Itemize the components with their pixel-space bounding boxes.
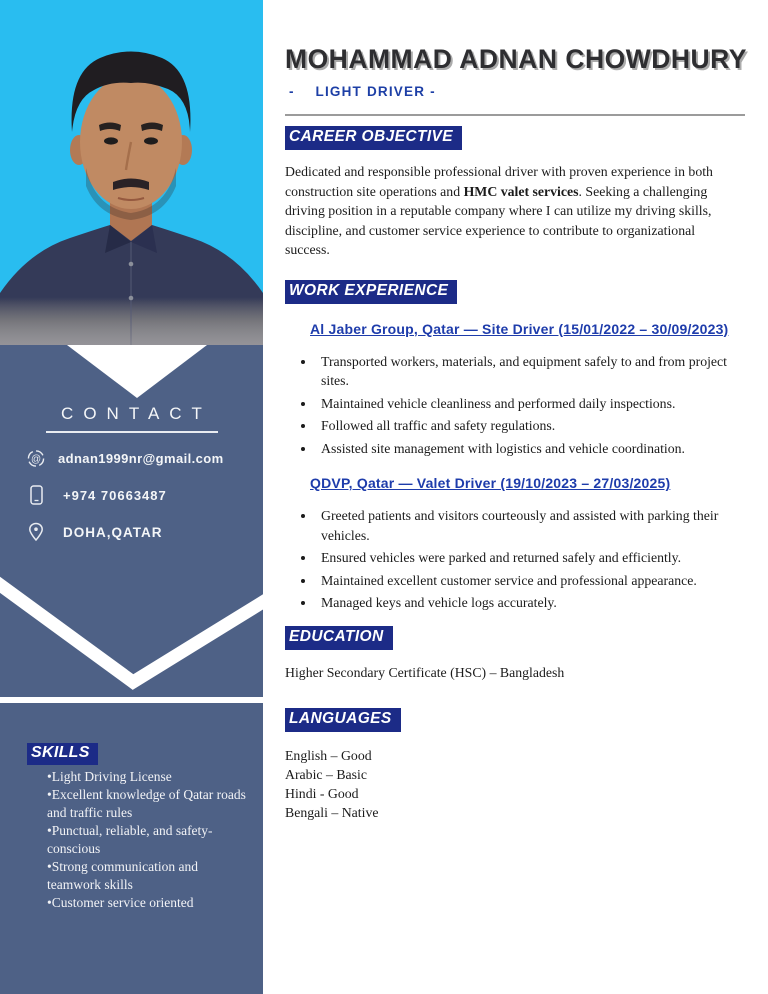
skills-list xyxy=(47,768,251,912)
language-item: Arabic – Basic xyxy=(285,766,367,782)
section-languages xyxy=(285,708,748,822)
education-text: Higher Secondary Certificate (HSC) – Bangladesh xyxy=(285,664,565,680)
contact-row-location xyxy=(27,522,263,542)
bullet-item: • Assisted site management with logistics and vehicle coordination. xyxy=(316,439,746,459)
email-icon xyxy=(27,448,45,468)
bullet-item: • Managed keys and vehicle logs accurately. xyxy=(316,593,746,613)
phone-icon xyxy=(27,485,45,505)
languages-list xyxy=(285,746,748,822)
job-1-title: Al Jaber Group, Qatar — Site Driver (15/01/2022 – 30/09/2023) xyxy=(310,320,729,337)
skill-item: • Excellent knowledge of Qatar roads and traffic rules xyxy=(47,786,251,822)
contact-phone[interactable]: +974 70663487 xyxy=(63,487,167,503)
job-title-row xyxy=(285,84,748,99)
career-objective-heading: CAREER OBJECTIVE xyxy=(285,126,462,150)
contact-location: DOHA,QATAR xyxy=(63,524,163,540)
objective-text-part: Dedicated and responsible professional driver with proven experience in both construction site operations and xyxy=(285,164,713,199)
chevron-stripe xyxy=(0,579,263,682)
contact-row-email xyxy=(27,448,263,468)
education-heading: EDUCATION xyxy=(285,626,393,650)
bullet-item: • Maintained vehicle cleanliness and performed daily inspections. xyxy=(316,394,746,414)
section-work-experience xyxy=(285,280,748,613)
contact-underline xyxy=(46,431,218,433)
career-objective-text xyxy=(285,162,743,260)
objective-text-part: . Seeking a challenging driving position in a reputable company where I can utilize my driving skills, discipline, and customer service experience to contribute to organizational success. xyxy=(285,183,712,257)
section-education xyxy=(285,626,748,681)
skills-heading: SKILLS xyxy=(27,743,98,765)
section-career-objective xyxy=(285,126,748,260)
bullet-item: • Transported workers, materials, and equipment safely to and from project sites. xyxy=(316,352,746,391)
title-dash: - xyxy=(289,84,294,99)
svg-text:@: @ xyxy=(30,453,42,465)
language-item: Bengali – Native xyxy=(285,804,379,820)
language-item: Hindi - Good xyxy=(285,785,359,801)
skills-panel xyxy=(0,703,263,994)
skill-item: • Punctual, reliable, and safety-conscious xyxy=(47,822,251,858)
candidate-name: MOHAMMAD ADNAN CHOWDHURY xyxy=(285,44,747,74)
skill-item: • Light Driving License xyxy=(47,768,251,786)
job-2-bullets xyxy=(285,506,746,613)
candidate-role: LIGHT DRIVER - xyxy=(315,84,436,99)
contact-panel xyxy=(0,345,263,697)
skill-item: • Customer service oriented xyxy=(47,894,251,912)
portrait-illustration xyxy=(0,0,263,345)
job-1-bullets xyxy=(285,352,746,459)
profile-photo xyxy=(0,0,263,345)
contact-list xyxy=(27,448,263,542)
sidebar xyxy=(0,0,263,994)
main-content xyxy=(285,0,748,822)
bullet-item: • Ensured vehicles were parked and returned safely and efficiently. xyxy=(316,548,746,568)
bullet-item: • Followed all traffic and safety regulations. xyxy=(316,416,746,436)
location-icon xyxy=(27,522,45,542)
header-divider xyxy=(285,114,745,116)
job-2-title: QDVP, Qatar — Valet Driver (19/10/2023 – 27/03/2025) xyxy=(310,475,671,491)
bullet-item: • Maintained excellent customer service and professional appearance. xyxy=(316,571,746,591)
language-item: English – Good xyxy=(285,747,372,763)
objective-text-bold: HMC valet services xyxy=(463,183,579,199)
bullet-item: • Greeted patients and visitors courteously and assisted with parking their vehicles. xyxy=(316,506,746,545)
work-experience-heading: WORK EXPERIENCE xyxy=(285,280,457,304)
contact-email[interactable]: adnan1999nr@gmail.com xyxy=(58,450,224,466)
languages-heading: LANGUAGES xyxy=(285,708,401,732)
skill-item: • Strong communication and teamwork skills xyxy=(47,858,251,894)
notch-triangle xyxy=(67,345,207,398)
contact-heading: CONTACT xyxy=(61,404,212,423)
contact-row-phone xyxy=(27,485,263,505)
